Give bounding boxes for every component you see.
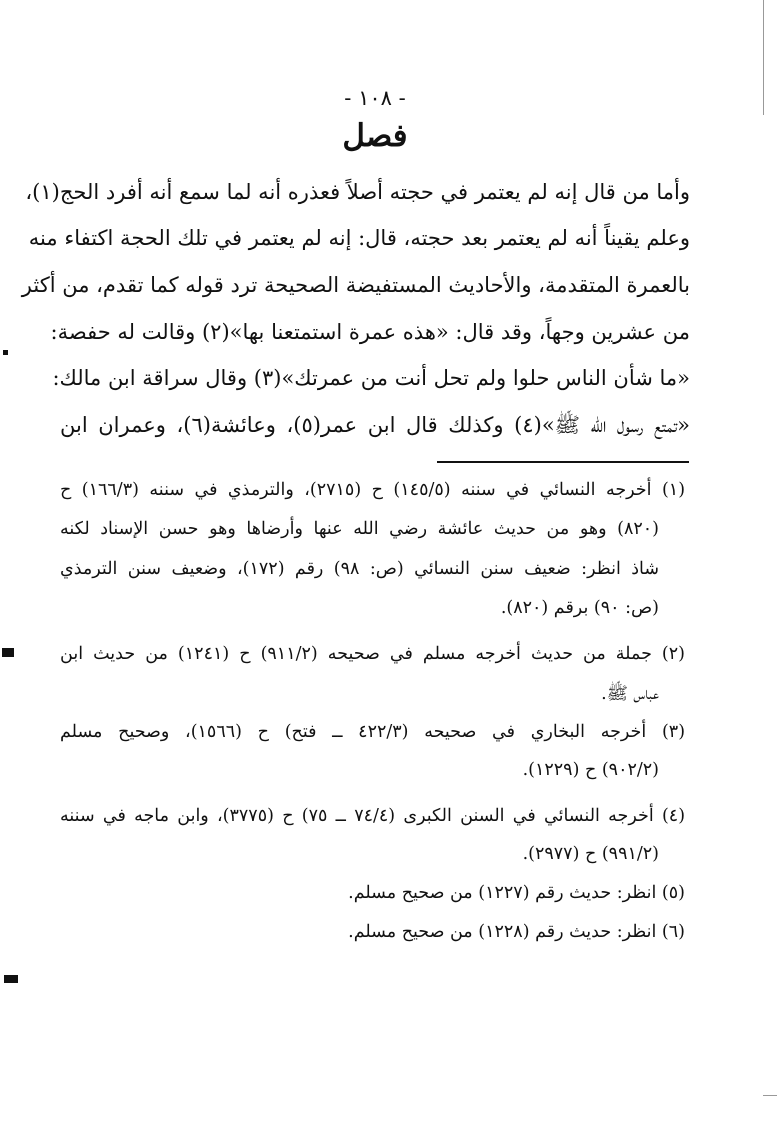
footnote-line: (٤) أخرجه النسائي في السنن الكبرى (٧٤/٤ ــ ٧٥) ح (٣٧٧٥)، وابن ماجه في سننه	[60, 806, 686, 826]
main-line: وأما من قال إنه لم يعتمر في حجته أصلاً فعذره أنه لما سمع أنه أفرد الحج(١)،	[25, 180, 690, 204]
footnote-line: (٨٢٠) وهو من حديث عائشة رضي الله عنها وأرضاها وهو حسن الإسناد لكنه	[60, 519, 659, 539]
main-line: «ما شأن الناس حلوا ولم تحل أنت من عمرتك»(٣) وقال سراقة ابن مالك:	[52, 366, 690, 390]
section-heading: فصل	[342, 118, 408, 154]
scan-speck	[4, 975, 18, 983]
main-line: «تمتع رسول الله ﷺ»(٤) وكذلك قال ابن عمر(٥)، وعائشة(٦)، وعمران ابن	[60, 413, 690, 437]
scan-speck	[2, 648, 14, 657]
footnote-line: (٦) انظر: حديث رقم (١٢٢٨) من صحيح مسلم.	[348, 922, 685, 942]
footnote-line: شاذ انظر: ضعيف سنن النسائي (ص: ٩٨) رقم (١٧٢)، وضعيف سنن الترمذي	[60, 559, 659, 579]
footnote-line: (٩٠٢/٢) ح (١٢٢٩).	[522, 760, 659, 780]
page-number: - ١٠٨ -	[344, 86, 406, 110]
footnote-line: عباس ﷺ.	[601, 684, 659, 704]
footnote-separator	[437, 461, 689, 463]
footnote-line: (١) أخرجه النسائي في سننه (١٤٥/٥) ح (٢٧١٥)، والترمذي في سننه (١٦٦/٣) ح	[60, 480, 686, 500]
page-edge-line	[763, 0, 764, 115]
page-edge-line-bottom	[763, 1095, 777, 1096]
footnote-line: (٥) انظر: حديث رقم (١٢٢٧) من صحيح مسلم.	[348, 883, 685, 903]
footnote-line: (ص: ٩٠) برقم (٨٢٠).	[500, 598, 659, 618]
footnote-line: (٩٩١/٢) ح (٢٩٧٧).	[522, 844, 659, 864]
main-line: من عشرين وجهاً، وقد قال: «هذه عمرة استمتعنا بها»(٢) وقالت له حفصة:	[50, 320, 690, 344]
footnote-line: (٢) جملة من حديث أخرجه مسلم في صحيحه (٩١١/٢) ح (١٢٤١) من حديث ابن	[60, 644, 685, 664]
footnote-line: (٣) أخرجه البخاري في صحيحه (٤٢٢/٣ ــ فتح) ح (١٥٦٦)، وصحيح مسلم	[60, 722, 686, 742]
main-line: بالعمرة المتقدمة، والأحاديث المستفيضة الصحيحة ترد قوله كما تقدم، من أكثر	[21, 273, 690, 297]
main-line: وعلم يقيناً أنه لم يعتمر بعد حجته، قال: إنه لم يعتمر في تلك الحجة اكتفاء منه	[28, 226, 690, 250]
scan-speck	[3, 350, 8, 355]
